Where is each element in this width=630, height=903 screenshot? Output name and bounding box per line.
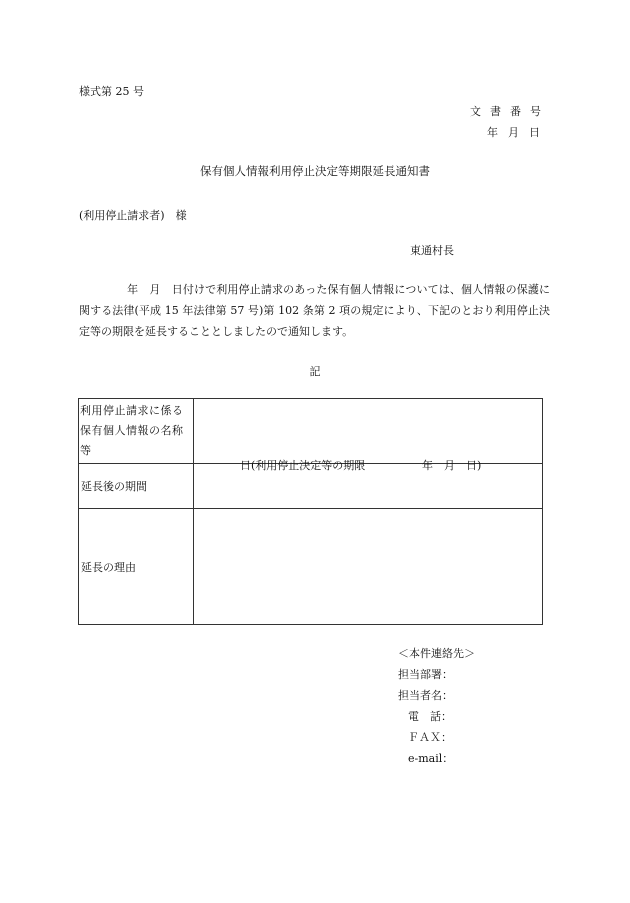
contact-email: e-mail： (408, 752, 454, 765)
addressee: (利用停止請求者) 様 (79, 209, 187, 222)
contact-fax: ＦＡＸ： (408, 731, 452, 744)
contact-department: 担当部署： (398, 668, 453, 681)
label-extension-reason: 延長の理由 (79, 509, 194, 625)
sender: 東通村長 (410, 244, 454, 257)
value-request-info (194, 399, 543, 464)
period-day-text: 日(利用停止決定等の期限 (240, 459, 366, 472)
contact-person: 担当者名： (398, 689, 453, 702)
contact-heading: ＜本件連絡先＞ (398, 647, 475, 660)
table-row (79, 509, 543, 625)
period-date-text: 年 月 日) (422, 459, 482, 472)
value-extension-reason (194, 509, 543, 625)
value-extended-period (194, 459, 543, 509)
info-table (78, 398, 543, 625)
document-number: 文書番号 (470, 105, 550, 118)
label-request-info: 利用停止請求に係る保有個人情報の名称等 (79, 399, 194, 464)
document-date: 年月日 (487, 126, 550, 139)
body-paragraph (79, 279, 550, 342)
contact-block (398, 643, 475, 769)
document-title: 保有個人情報利用停止決定等期限延長通知書 (200, 164, 430, 178)
label-extended-period: 延長後の期間 (79, 464, 194, 509)
form-number: 様式第 25 号 (79, 85, 144, 98)
contact-phone: 電 話： (408, 710, 452, 723)
note-heading: 記 (309, 365, 321, 378)
table-row (79, 399, 543, 464)
table-row (79, 464, 543, 509)
body-text: 年 月 日付けで利用停止請求のあった保有個人情報については、個人情報の保護に関する法律(平成 15 年法律第 57 号)第 102 条第 2 項の規定により、下記のとおり利用停止決定等の期限を延長することとしましたので通知します。 (79, 283, 550, 338)
